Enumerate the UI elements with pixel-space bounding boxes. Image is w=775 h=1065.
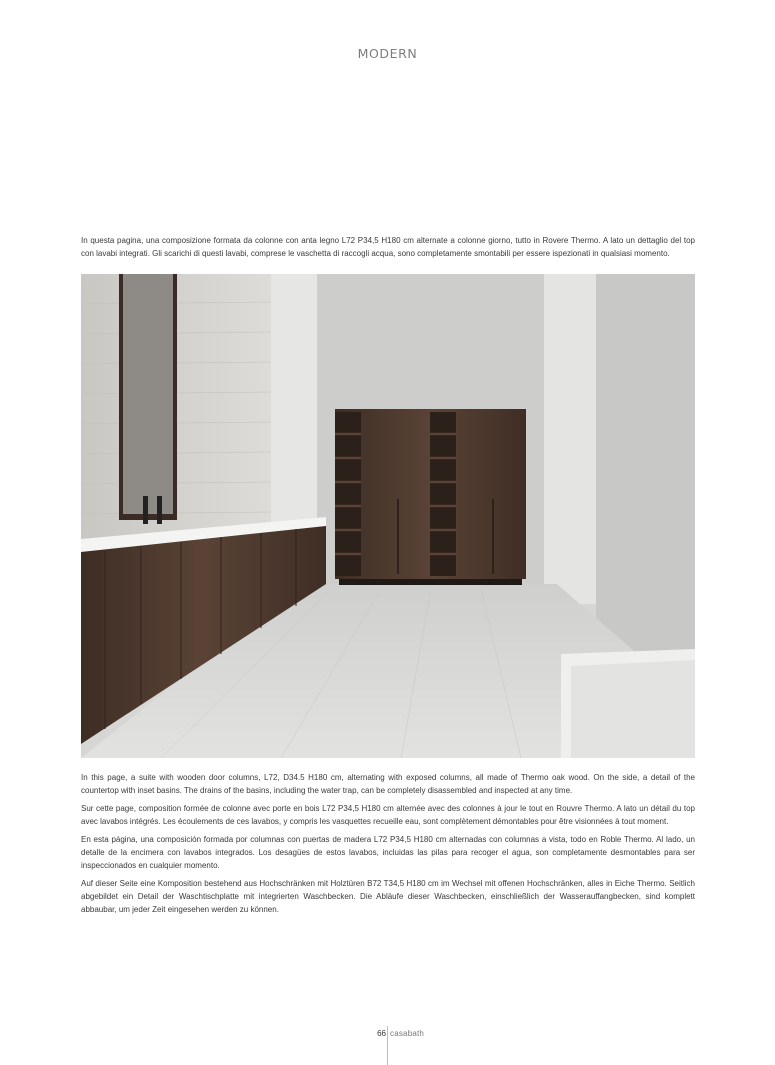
intro-text bbox=[81, 234, 695, 265]
page-number: 66 bbox=[377, 1029, 386, 1038]
french-paragraph: Sur cette page, composition formée de colonne avec porte en bois L72 P34,5 H180 cm alternée avec des colonnes à jour le tout en Rouvre Thermo. A lato un détail du top avec lavabos intégrés. Les écoulements de ces lavabos, y compris les vasquettes recueille eau, sont complètement démontables pour être visionnées à tout moment. bbox=[81, 804, 695, 826]
page-header: MODERN bbox=[357, 46, 418, 61]
brand-name: casabath bbox=[390, 1029, 425, 1038]
footer-divider bbox=[387, 1026, 388, 1065]
spanish-paragraph: En esta página, una composición formada por columnas con puertas de madera L72 P34,5 H180 cm alternadas con columnas a vista, todo en Roble Thermo. Al lado, un detalle de la encimera con lavabos integrados. Los desagües de estos lavabos, incluidas las pilas para recoger el agua, son completamente desmontables para ser inspeccionados en cualquier momento. bbox=[81, 835, 695, 870]
bathroom-illustration bbox=[81, 274, 695, 758]
captions-text bbox=[81, 771, 695, 921]
italian-paragraph: In questa pagina, una composizione formata da colonne con anta legno L72 P34,5 H180 cm alternate a colonne giorno, tutto in Rovere Thermo. A lato un dettaglio del top con lavabi integrati. Gli scarichi di questi lavabi, comprese le vaschetta di raccogli acqua, sono completamente smontabili per essere ispezionati in qualsiasi momento. bbox=[81, 236, 695, 258]
english-paragraph: In this page, a suite with wooden door columns, L72, D34.5 H180 cm, alternating with exposed columns, all made of Thermo oak wood. On the side, a detail of the countertop with inset basins. The drains of the basins, including the water trap, can be completely disassembled and inspected at any time. bbox=[81, 773, 695, 795]
german-paragraph: Auf dieser Seite eine Komposition bestehend aus Hochschränken mit Holztüren B72 T34,5 H180 cm im Wechsel mit offenen Hochschränken, alles in Eiche Thermo. Seitlich abgebildet ein Detail der Waschtischplatte mit integrierten Waschbecken. Die Abläufe dieser Waschbecken, einschließlich der Wasserauffangbecken, sind komplett abbaubar, um jeder Zeit eingesehen werden zu können. bbox=[81, 879, 695, 914]
bathroom-photo bbox=[81, 274, 695, 758]
